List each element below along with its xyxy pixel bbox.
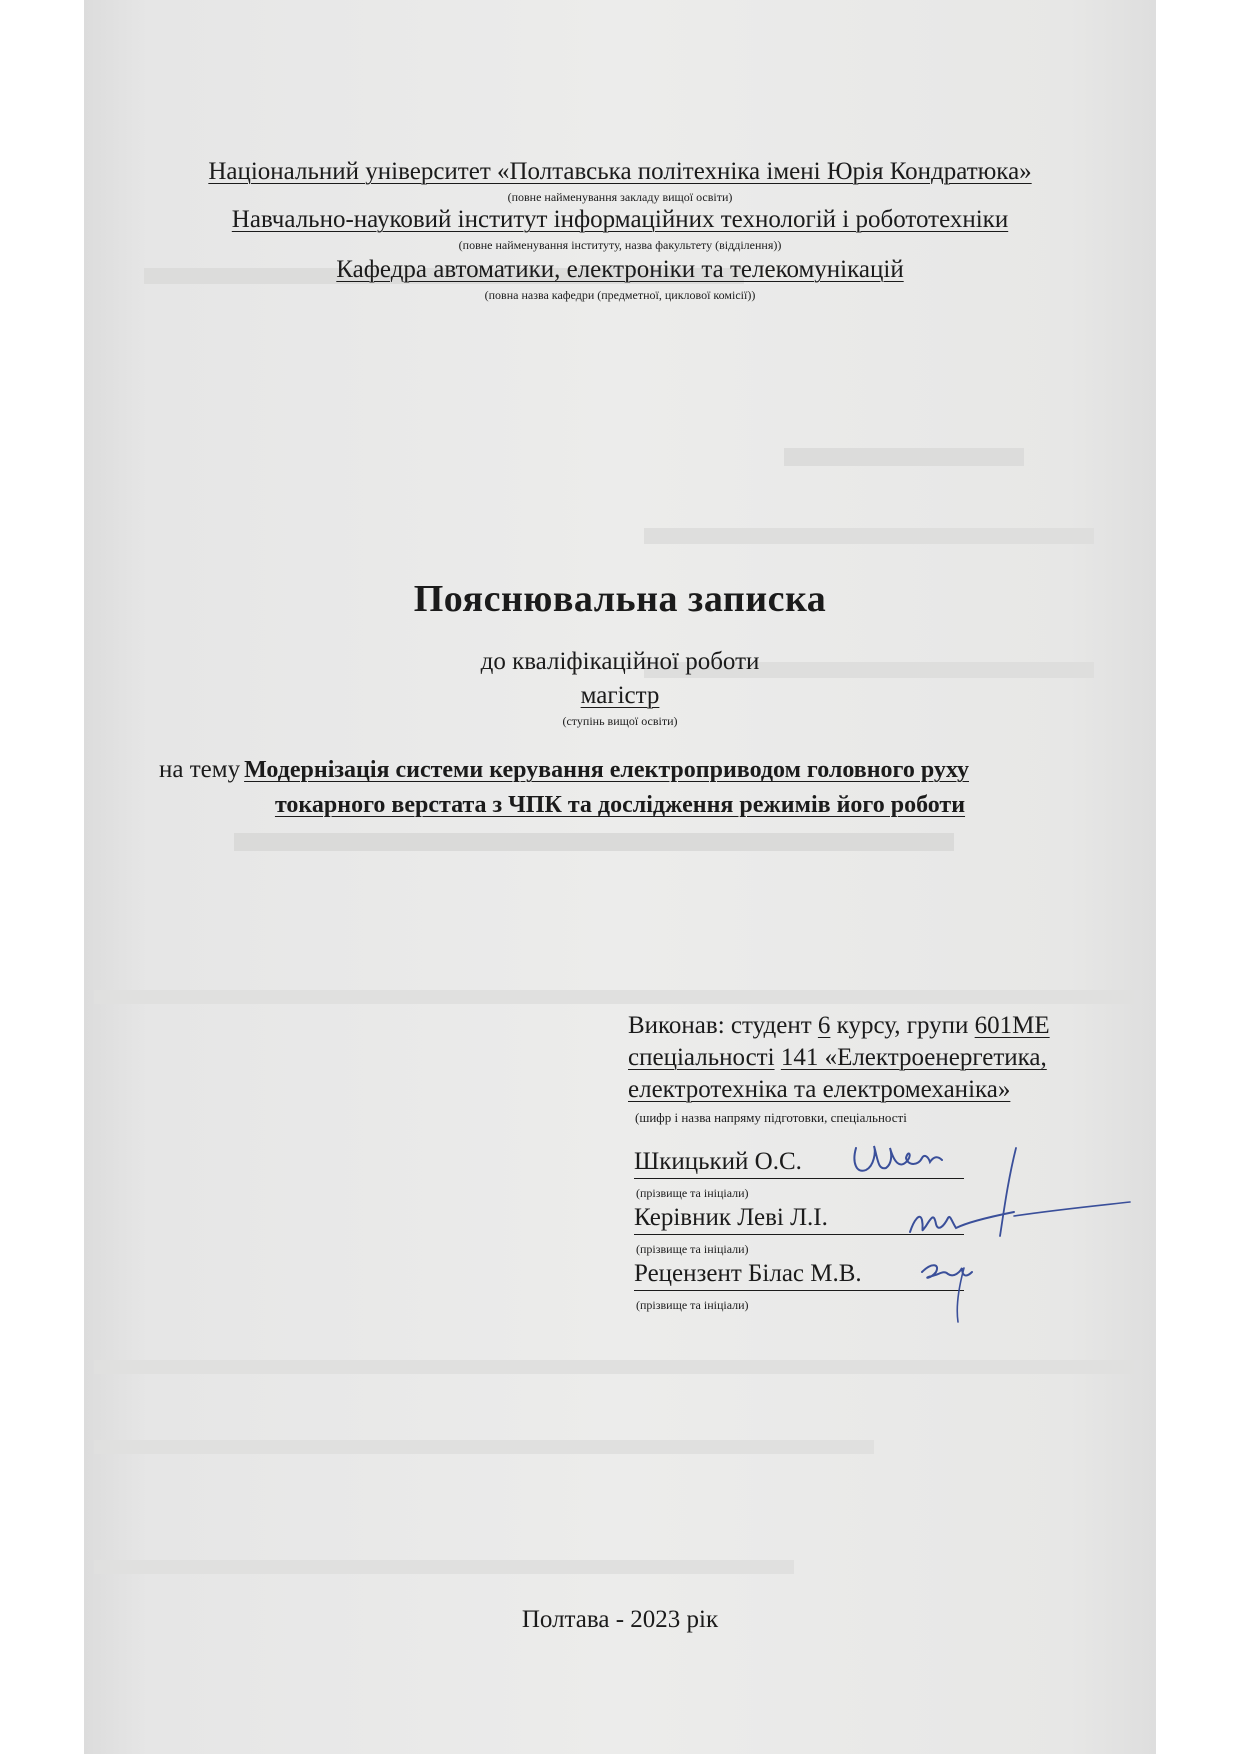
specialty-name-1: 141 «Електроенергетика, xyxy=(780,1044,1047,1071)
bleed-through-mark xyxy=(94,1360,1134,1374)
bleed-through-mark xyxy=(784,448,1024,466)
supervisor-name: Керівник Леві Л.І. xyxy=(634,1204,828,1231)
specialty-prefix: спеціальності xyxy=(628,1044,775,1071)
student-name: Шкицький О.С. xyxy=(634,1148,802,1175)
department-note: (повна назва кафедри (предметної, циклової комісії)) xyxy=(484,288,756,302)
topic-text-2: токарного верстата з ЧПК та дослідження режимів його роботи xyxy=(274,792,966,818)
document-page xyxy=(84,0,1156,1754)
done-by-label: Виконав: студент xyxy=(628,1012,812,1039)
specialty-line xyxy=(628,1044,1047,1072)
bleed-through-mark xyxy=(94,1440,874,1454)
topic-line-2 xyxy=(84,792,1156,819)
header-block xyxy=(84,158,1156,186)
topic-line-1 xyxy=(159,756,969,784)
bleed-through-mark xyxy=(94,990,1134,1004)
specialty-note: (шифр і назва напряму підготовки, спеціальності xyxy=(635,1110,907,1125)
topic-prefix: на тему xyxy=(159,756,241,783)
degree-value: магістр xyxy=(580,682,660,709)
document-title: Пояснювальна записка xyxy=(413,578,827,620)
reviewer-note: (прізвище та ініціали) xyxy=(636,1298,749,1312)
city-year: Полтава - 2023 рік xyxy=(521,1606,719,1633)
author-line xyxy=(628,1012,1050,1040)
supervisor-signature xyxy=(904,1140,1134,1250)
specialty-name-2: електротехніка та електромеханіка» xyxy=(628,1076,1011,1103)
reviewer-signature xyxy=(918,1250,1038,1330)
department-name: Кафедра автоматики, електроніки та телекомунікацій xyxy=(336,256,904,283)
reviewer-name: Рецензент Білас М.В. xyxy=(634,1260,862,1287)
institute-note: (повне найменування інституту, назва факультету (відділення)) xyxy=(458,238,782,252)
course-label: курсу, групи xyxy=(836,1012,969,1039)
student-note: (прізвище та ініціали) xyxy=(636,1186,749,1200)
bleed-through-mark xyxy=(234,833,954,851)
university-note: (повне найменування закладу вищої освіти) xyxy=(507,190,733,204)
supervisor-note: (прізвище та ініціали) xyxy=(636,1242,749,1256)
bleed-through-mark xyxy=(94,1560,794,1574)
university-name: Національний університет «Полтавська політехніка імені Юрія Кондратюка» xyxy=(208,158,1032,185)
reviewer-signature-line xyxy=(634,1260,964,1291)
institute-name: Навчально-науковий інститут інформаційних технологій і робототехніки xyxy=(231,206,1009,233)
course-value: 6 xyxy=(817,1012,831,1039)
group-value: 601МЕ xyxy=(974,1012,1050,1039)
document-subtitle: до кваліфікаційної роботи xyxy=(480,648,760,675)
bleed-through-mark xyxy=(644,528,1094,544)
topic-text-1: Модернізація системи керування електроприводом головного руху xyxy=(244,757,969,783)
degree-note: (ступінь вищої освіти) xyxy=(562,714,678,728)
